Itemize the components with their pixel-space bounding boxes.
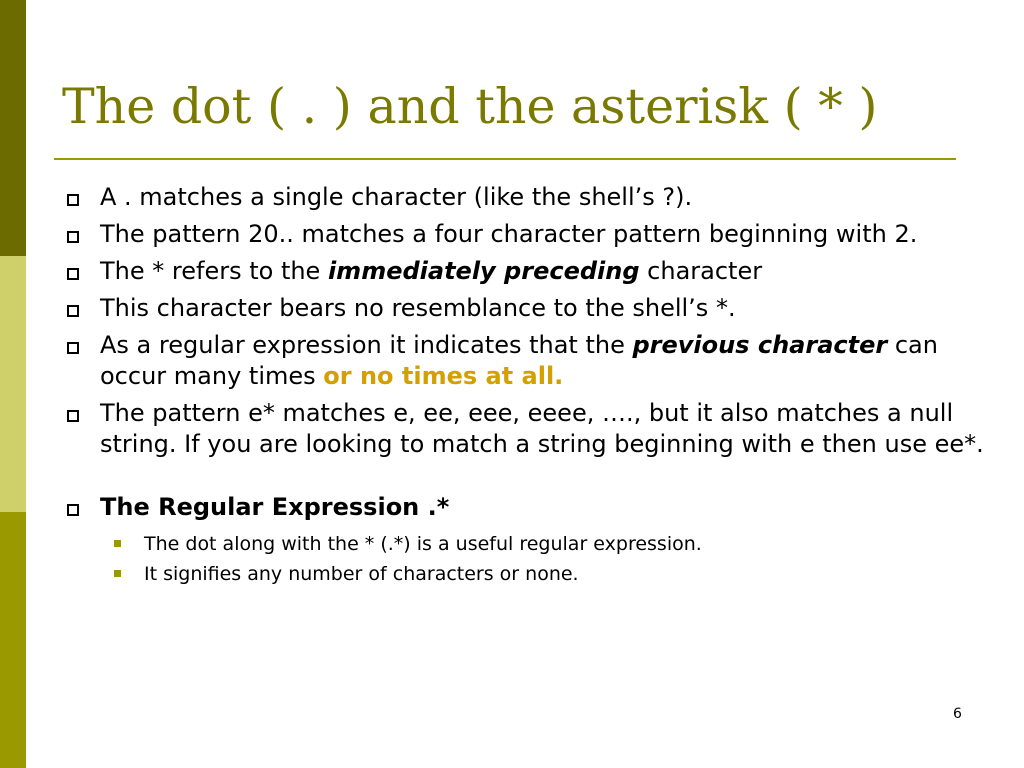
slide-title: The dot ( . ) and the asterisk ( * ): [62, 78, 878, 135]
sidebar-decoration: [0, 0, 26, 768]
bullet-text: A . matches a single character (like the shell’s ?).: [100, 183, 693, 211]
bullet-text: This character bears no resemblance to the shell’s *.: [100, 294, 736, 322]
bullet-list: [62, 182, 992, 589]
bullet-item: [62, 330, 992, 392]
bullet-emphasis: previous character: [632, 331, 888, 359]
square-bullet-icon: [67, 342, 79, 354]
square-bullet-icon: [67, 231, 79, 243]
page-number: 6: [953, 706, 962, 722]
square-bullet-icon: [67, 268, 79, 280]
bullet-text: The pattern 20.. matches a four character pattern beginning with 2.: [100, 220, 918, 248]
bullet-item: [62, 256, 992, 287]
bullet-item-heading: [62, 492, 992, 523]
square-bullet-icon: [67, 504, 79, 516]
square-bullet-icon: [67, 194, 79, 206]
bullet-item: [62, 293, 992, 324]
square-bullet-icon: [67, 305, 79, 317]
bullet-text-post: character: [639, 257, 763, 285]
bullet-heading-text: The Regular Expression .*: [100, 493, 450, 521]
sub-bullet-item: [62, 559, 992, 589]
title-divider: [54, 158, 956, 160]
bullet-text-pre: The * refers to the: [100, 257, 328, 285]
sidebar-bottom-band: [0, 512, 26, 768]
bullet-item: [62, 398, 992, 460]
bullet-emphasis: immediately preceding: [327, 257, 640, 285]
sidebar-top-band: [0, 0, 26, 256]
sub-bullet-item: [62, 529, 992, 559]
bullet-item: [62, 219, 992, 250]
bullet-highlight: or no times at all.: [323, 362, 564, 390]
sidebar-middle-band: [0, 256, 26, 512]
bullet-text: The pattern e* matches e, ee, eee, eeee, …., but it also matches a null string. If you are looking to match a string beginning with e then use ee*.: [100, 399, 984, 458]
sub-bullet-text: The dot along with the * (.*) is a useful regular expression.: [144, 533, 702, 555]
sub-bullet-text: It signifies any number of characters or none.: [144, 563, 579, 585]
filled-square-bullet-icon: [114, 570, 121, 577]
square-bullet-icon: [67, 410, 79, 422]
bullet-text-mid: can occur many times: [100, 331, 938, 390]
bullet-item: [62, 182, 992, 213]
bullet-text-pre: As a regular expression it indicates that the: [100, 331, 633, 359]
filled-square-bullet-icon: [114, 540, 121, 547]
